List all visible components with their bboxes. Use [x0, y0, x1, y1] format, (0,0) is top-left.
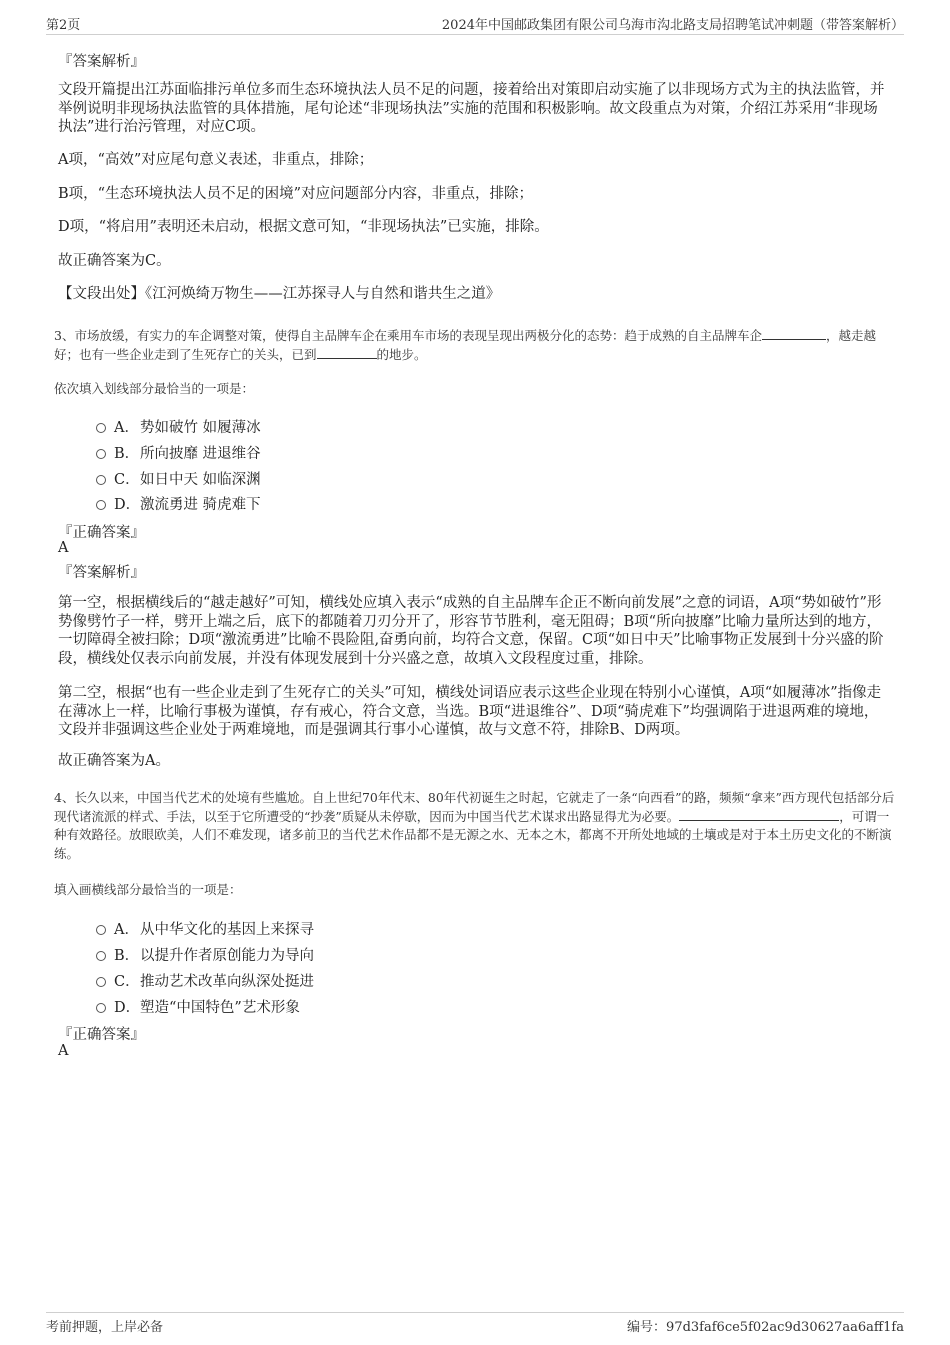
- option-c[interactable]: C．如日中天 如临深渊: [96, 468, 261, 489]
- option-b[interactable]: B．所向披靡 进退维谷: [96, 442, 261, 463]
- answer: A: [58, 540, 69, 556]
- conclusion: 故正确答案为C。: [58, 253, 171, 269]
- radio-button[interactable]: [96, 500, 106, 510]
- option-d[interactable]: D．激流勇进 骑虎难下: [96, 493, 261, 514]
- question-4-instruction: 填入画横线部分最恰当的一项是：: [54, 882, 242, 897]
- analysis-paragraph-2: 第二空，根据“也有一些企业走到了生死存亡的关头”可知，横线处词语应表示这些企业现在特别小心谨慎，A项“如履薄冰”指像走在薄冰上一样，比喻行事极为谨慎，存有戒心，符合文意，当选。B项“进退维谷”、D项“骑虎难下”均强调陷于进退两难的境地，文段并非强调这些企业处于两难境地，而是强调其行事小心谨慎，故与文意不符，排除B、D两项。: [58, 685, 882, 738]
- blank-line: [679, 808, 839, 821]
- conclusion: 故正确答案为A。: [58, 753, 170, 769]
- analysis-tag: 『答案解析』: [58, 565, 145, 581]
- source-citation: 【文段出处】《江河焕绮万物生——江苏探寻人与自然和谐共生之道》: [58, 286, 501, 302]
- analysis-text: 文段开篇提出江苏面临排污单位多而生态环境执法人员不足的问题，接着给出对策即启动实施了以非现场方式为主的执法监管，并举例说明非现场执法监管的具体措施，尾句论述“非现场执法”实施的范围和积极影响。故文段重点为对策，介绍江苏采用“非现场执法”进行治污管理，对应C项。: [58, 82, 885, 135]
- page-header: [46, 14, 904, 35]
- analysis-paragraph-1: 第一空，根据横线后的“越走越好”可知，横线处应填入表示“成熟的自主品牌车企正不断向前发展”之意的词语，A项“势如破竹”形势像劈竹子一样，劈开上端之后，底下的都随着刀刃分开了，形容节节胜利，毫无阻碍；B项“所向披靡”比喻力量所达到的地方，一切障碍全被扫除；D项“激流勇进”比喻不畏险阻,奋勇向前，均符合文意，保留。C项“如日中天”比喻事物正发展到十分兴盛的阶段，横线处仅表示向前发展，并没有体现发展到十分兴盛之意，故填入文段程度过重，排除。: [58, 595, 884, 667]
- question-3-stem: 3、市场放缓，有实力的车企调整对策，使得自主品牌车企在乘用车市场的表现呈现出两极分化的态势：趋于成熟的自主品牌车企 ，越走越好；也有一些企业走到了生死存亡的关头，已到 的地步。: [54, 328, 876, 362]
- page-number: 第2页: [46, 18, 81, 33]
- option-b[interactable]: B．以提升作者原创能力为导向: [96, 944, 314, 965]
- option-d[interactable]: D．塑造“中国特色”艺术形象: [96, 996, 300, 1017]
- document-title: 2024年中国邮政集团有限公司乌海市沟北路支局招聘笔试冲刺题（带答案解析）: [441, 18, 904, 33]
- footer-slogan: 考前押题，上岸必备: [46, 1320, 164, 1335]
- analysis-tag: 『答案解析』: [58, 54, 145, 70]
- answer: A: [58, 1043, 69, 1059]
- answer-tag: 『正确答案』: [58, 1027, 145, 1043]
- option-a[interactable]: A．势如破竹 如履薄冰: [96, 416, 261, 437]
- radio-button[interactable]: [96, 925, 106, 935]
- question-3-instruction: 依次填入划线部分最恰当的一项是：: [54, 381, 255, 396]
- radio-button[interactable]: [96, 951, 106, 961]
- option-c[interactable]: C．推动艺术改革向纵深处挺进: [96, 970, 314, 991]
- radio-button[interactable]: [96, 475, 106, 485]
- question-4-stem: 4、长久以来，中国当代艺术的处境有些尴尬。自上世纪70年代末、80年代初诞生之时起，它就走了一条“向西看”的路，频频“拿来”西方现代包括部分后现代诸流派的样式、手法，以至于它所遭受的“抄袭”质疑从未停歇，因而为中国当代艺术谋求出路显得尤为必要。 ，可谓一种有效路径。放眼欧美，人们不难发现，诸多前卫的当代艺术作品都不是无源之水、无本之木，都离不开所处地域的土壤或是对于本土历史文化的不断演练。: [54, 790, 895, 861]
- analysis-note-a: A项，“高效”对应尾句意义表述，非重点，排除；: [58, 152, 374, 168]
- blank-line: [762, 327, 826, 340]
- radio-button[interactable]: [96, 449, 106, 459]
- blank-line: [317, 346, 377, 359]
- answer-tag: 『正确答案』: [58, 525, 145, 541]
- radio-button[interactable]: [96, 423, 106, 433]
- analysis-note-d: D项，“将启用”表明还未启动，根据文意可知，“非现场执法”已实施，排除。: [58, 219, 549, 235]
- option-a[interactable]: A．从中华文化的基因上来探寻: [96, 918, 314, 939]
- page-footer: [46, 1312, 904, 1336]
- document-id: 编号：97d3faf6ce5f02ac9d30627aa6aff1fa: [627, 1320, 904, 1335]
- analysis-note-b: B项，“生态环境执法人员不足的困境”对应问题部分内容，非重点，排除；: [58, 186, 533, 202]
- radio-button[interactable]: [96, 977, 106, 987]
- radio-button[interactable]: [96, 1003, 106, 1013]
